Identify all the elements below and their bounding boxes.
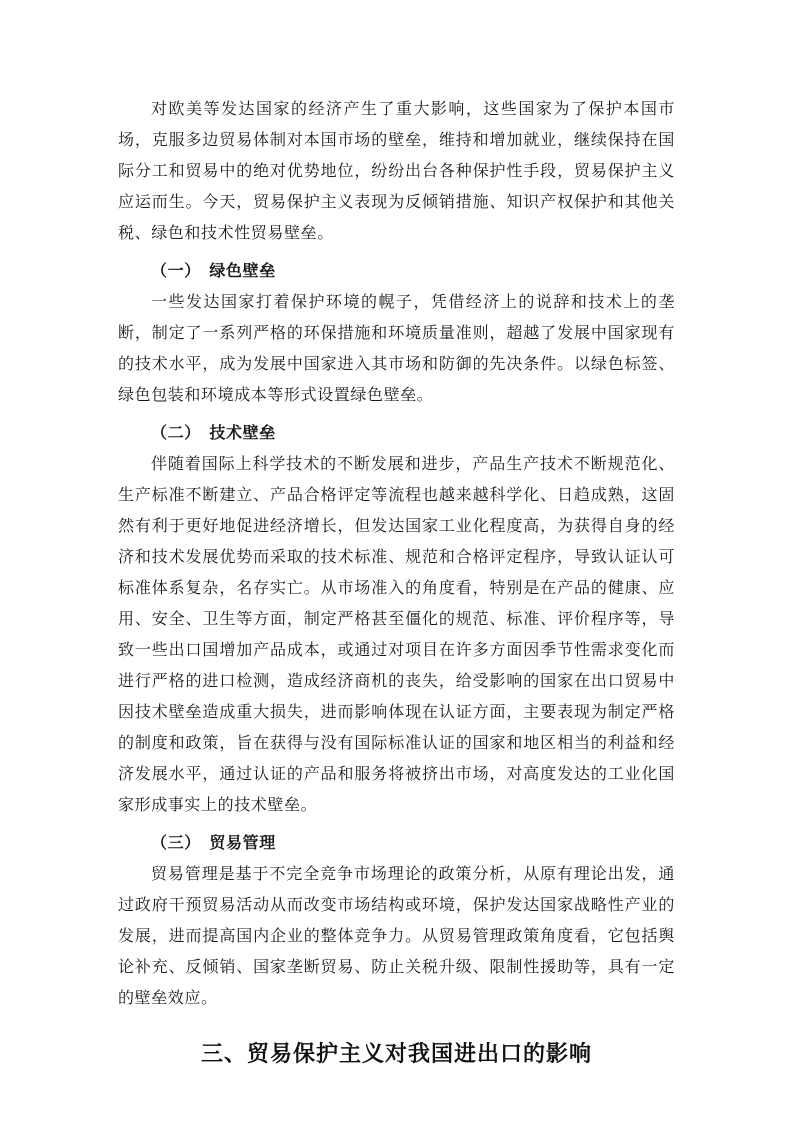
section-heading-trade-management: （三） 贸易管理 bbox=[151, 835, 276, 852]
section-body-green-barriers: 一些发达国家打着保护环境的幌子，凭借经济上的说辞和技术上的垄断，制定了一系列严格的环保措施和环境质量准则，超越了发展中国家现有的技术水平，成为发展中国家进入其市场和防御的先决条件。以绿色标签、绿色包装和环境成本等形式设置绿色壁垒。 bbox=[118, 294, 675, 404]
page-content bbox=[118, 94, 675, 1074]
section-body-technical-barriers: 伴随着国际上科学技术的不断发展和进步，产品生产技术不断规范化、生产标准不断建立、产品合格评定等流程也越来越科学化、日趋成熟，这固然有利于更好地促进经济增长，但发达国家工业化程度高，为获得自身的经济和技术发展优势而采取的技术标准、规范和合格评定程序，导致认证认可标准体系复杂，名存实亡。从市场准入的角度看，特别是在产品的健康、应用、安全、卫生等方面，制定严格甚至僵化的规范、标准、评价程序等，导致一些出口国增加产品成本，或通过对项目在许多方面因季节性需求变化而进行严格的进口检测，造成经济商机的丧失，给受影响的国家在出口贸易中因技术壁垒造成重大损失，进而影响体现在认证方面，主要表现为制定严格的制度和政策，旨在获得与没有国际标准认证的国家和地区相当的利益和经济发展水平，通过认证的产品和服务将被挤出市场，对高度发达的工业化国家形成事实上的技术壁垒。 bbox=[118, 456, 675, 814]
chapter-heading: 三、贸易保护主义对我国进出口的影响 bbox=[200, 1041, 592, 1066]
section-heading-technical-barriers: （二） 技术壁垒 bbox=[151, 425, 276, 442]
intro-paragraph: 对欧美等发达国家的经济产生了重大影响，这些国家为了保护本国市场，克服多边贸易体制对本国市场的壁垒，维持和增加就业，继续保持在国际分工和贸易中的绝对优势地位，纷纷出台各种保护性手段，贸易保护主义应运而生。今天，贸易保护主义表现为反倾销措施、知识产权保护和其他关税、绿色和技术性贸易壁垒。 bbox=[118, 101, 675, 242]
section-body-trade-management: 贸易管理是基于不完全竞争市场理论的政策分析，从原有理论出发，通过政府干预贸易活动从而改变市场结构或环境，保护发达国家战略性产业的发展，进而提高国内企业的整体竞争力。从贸易管理政策角度看，它包括舆论补充、反倾销、国家垄断贸易、防止关税升级、限制性援助等，具有一定的壁垒效应。 bbox=[118, 866, 675, 1007]
section-heading-green-barriers: （一） 绿色壁垒 bbox=[151, 263, 276, 280]
